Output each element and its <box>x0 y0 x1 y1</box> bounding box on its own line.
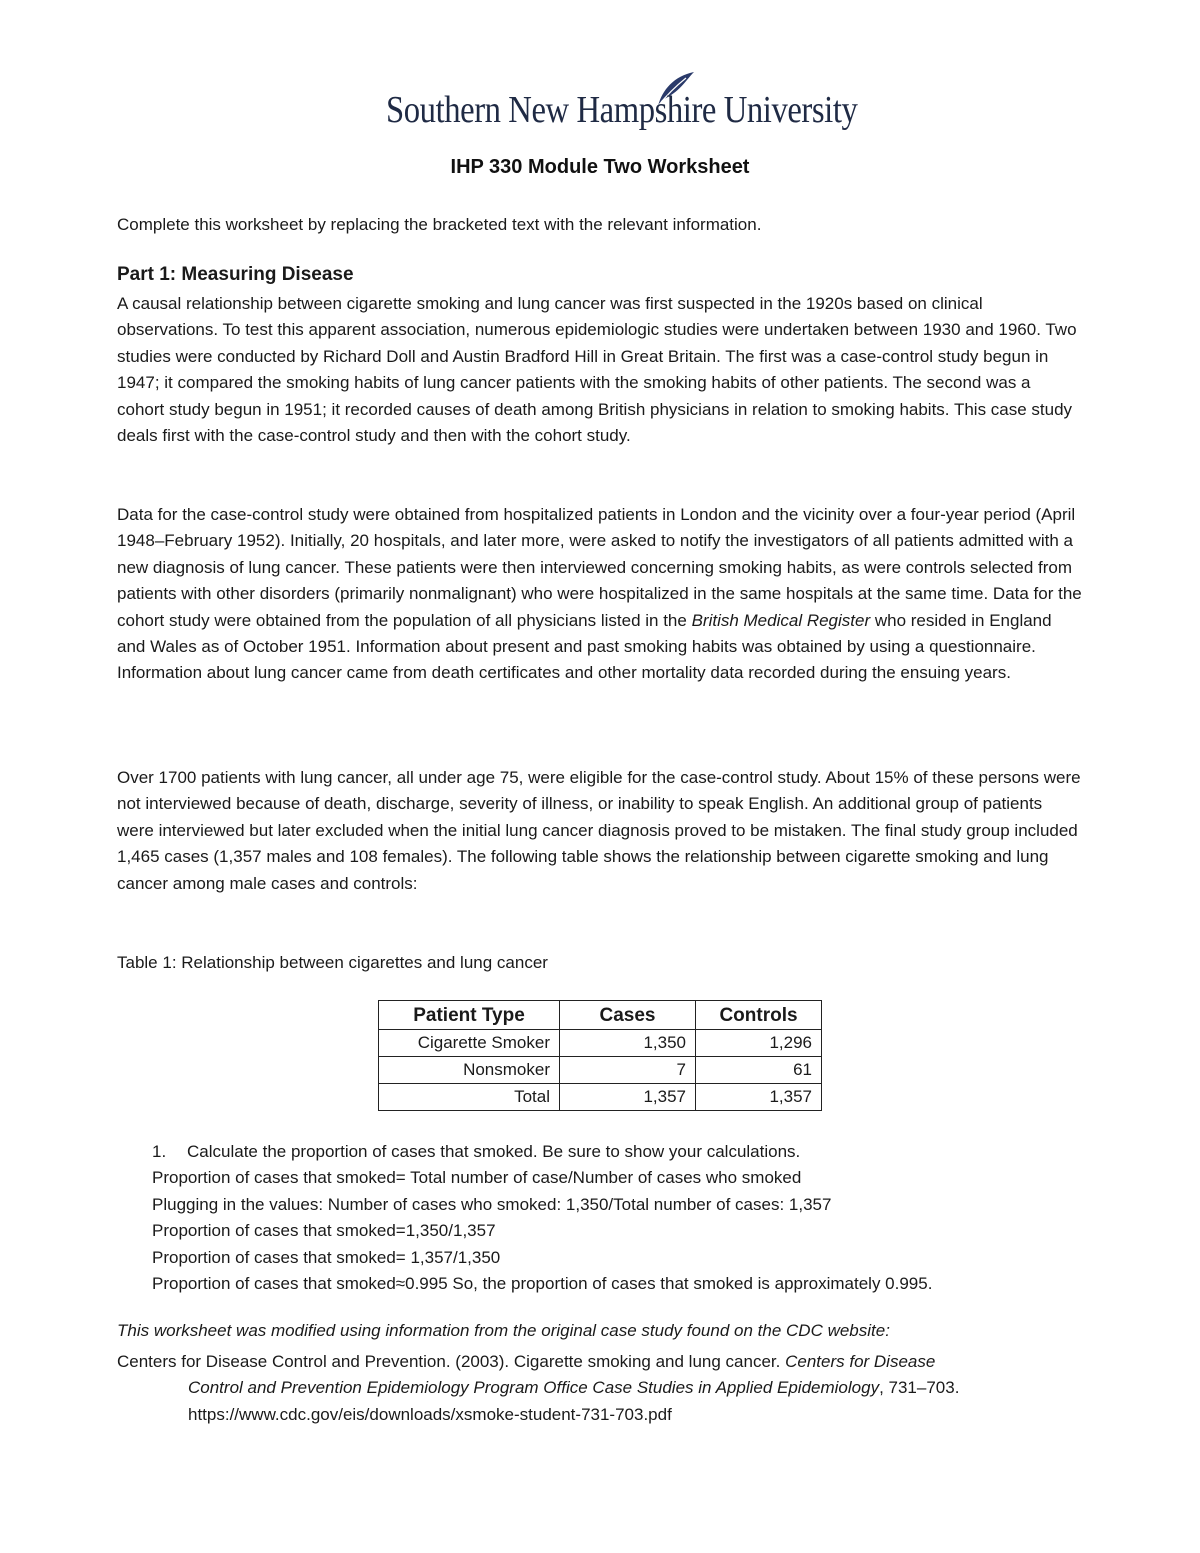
reference <box>117 1349 1087 1428</box>
reference-line-2 <box>117 1375 1087 1401</box>
row-label: Total <box>379 1084 560 1111</box>
logo-text: Southern New Hampshire University <box>386 89 858 131</box>
question-text: Calculate the proportion of cases that smoked. Be sure to show your calculations. <box>187 1142 801 1161</box>
page-title: IHP 330 Module Two Worksheet <box>450 156 750 178</box>
row-label: Cigarette Smoker <box>379 1030 560 1057</box>
reference-text: Centers for Disease Control and Prevention. (2003). Cigarette smoking and lung cancer. <box>117 1352 786 1371</box>
intro-text: Complete this worksheet by replacing the bracketed text with the relevant information. <box>117 215 762 234</box>
cases-value: 1,350 <box>560 1030 696 1057</box>
answer-line: Proportion of cases that smoked≈0.995 So, the proportion of cases that smoked is approximately 0.995. <box>152 1273 933 1293</box>
row-label: Nonsmoker <box>379 1057 560 1084</box>
table-header-row <box>379 1001 822 1030</box>
reference-source-2: Control and Prevention Epidemiology Program Office Case Studies in Applied Epidemiology <box>188 1378 880 1398</box>
answer-line: Proportion of cases that smoked=1,350/1,357 <box>152 1221 496 1241</box>
data-table <box>378 1000 822 1111</box>
answer-line: Proportion of cases that smoked= 1,357/1,350 <box>152 1247 501 1267</box>
paragraph-2-text-a: Data for the case-control study were obtained from hospitalized patients in London and the vicinity over a four-year period (April 1948–February 1952). Initially, 20 hospitals, and later more, were asked to notify the investigators of all patients admitted with a new diagnosis of lung cancer. These patients were then interviewed concerning smoking habits, as were controls selected from patients with other disorders (primarily nonmalignant) who were hospitalized in the same hospitals at the same time. Data for the cohort study were obtained from the population of all physicians listed in the <box>117 505 1082 630</box>
section-heading: Part 1: Measuring Disease <box>117 264 354 285</box>
table-row <box>379 1084 822 1111</box>
question-number: 1. <box>152 1142 167 1161</box>
controls-value: 61 <box>696 1057 822 1084</box>
question-prompt <box>152 1139 1132 1165</box>
university-logo <box>386 70 858 136</box>
reference-url[interactable]: https://www.cdc.gov/eis/downloads/xsmoke-student-731-703.pdf <box>188 1404 672 1424</box>
paragraph-2-text-b: who resided in England and Wales as of October 1951. Information about present and past smoking habits was obtained by using a questionnaire. Information about lung cancer came from death certificates and other mortality data recorded during the ensuing years. <box>117 610 1052 683</box>
table-row <box>379 1030 822 1057</box>
reference-line-1 <box>117 1349 1087 1375</box>
reference-source-1: Centers for Disease <box>785 1352 936 1371</box>
register-title: British Medical Register <box>691 610 871 630</box>
cases-value: 1,357 <box>560 1084 696 1111</box>
header-cases: Cases <box>560 1001 696 1030</box>
header-patient-type: Patient Type <box>379 1001 560 1030</box>
paragraph-1: A causal relationship between cigarette smoking and lung cancer was first suspected in the 1920s based on clinical observations. To test this apparent association, numerous epidemiologic studies were undertaken between 1930 and 1960. Two studies were conducted by Richard Doll and Austin Bradford Hill in Great Britain. The first was a case-control study begun in 1947; it compared the smoking habits of lung cancer patients with the smoking habits of other patients. The second was a cohort study begun in 1951; it recorded causes of death among British physicians in relation to smoking habits. This case study deals first with the case-control study and then with the cohort study. <box>117 294 1077 446</box>
cases-value: 7 <box>560 1057 696 1084</box>
header-controls: Controls <box>696 1001 822 1030</box>
source-note: This worksheet was modified using information from the original case study found on the CDC website: <box>117 1321 890 1340</box>
table-caption: Table 1: Relationship between cigarettes and lung cancer <box>117 953 548 972</box>
controls-value: 1,357 <box>696 1084 822 1111</box>
question-1 <box>152 1139 1132 1297</box>
reference-pages: , 731–703. <box>879 1378 960 1398</box>
answer-line: Proportion of cases that smoked= Total number of case/Number of cases who smoked <box>152 1168 802 1188</box>
paragraph-3: Over 1700 patients with lung cancer, all under age 75, were eligible for the case-control study. About 15% of these persons were not interviewed because of death, discharge, severity of illness, or inability to speak English. An additional group of patients were interviewed but later excluded when the initial lung cancer diagnosis proved to be mistaken. The final study group included 1,465 cases (1,357 males and 108 females). The following table shows the relationship between cigarette smoking and lung cancer among male cases and controls: <box>117 768 1081 893</box>
answer-line: Plugging in the values: Number of cases who smoked: 1,350/Total number of cases: 1,357 <box>152 1194 832 1214</box>
table-row <box>379 1057 822 1084</box>
controls-value: 1,296 <box>696 1030 822 1057</box>
paragraph-2 <box>117 502 1082 687</box>
